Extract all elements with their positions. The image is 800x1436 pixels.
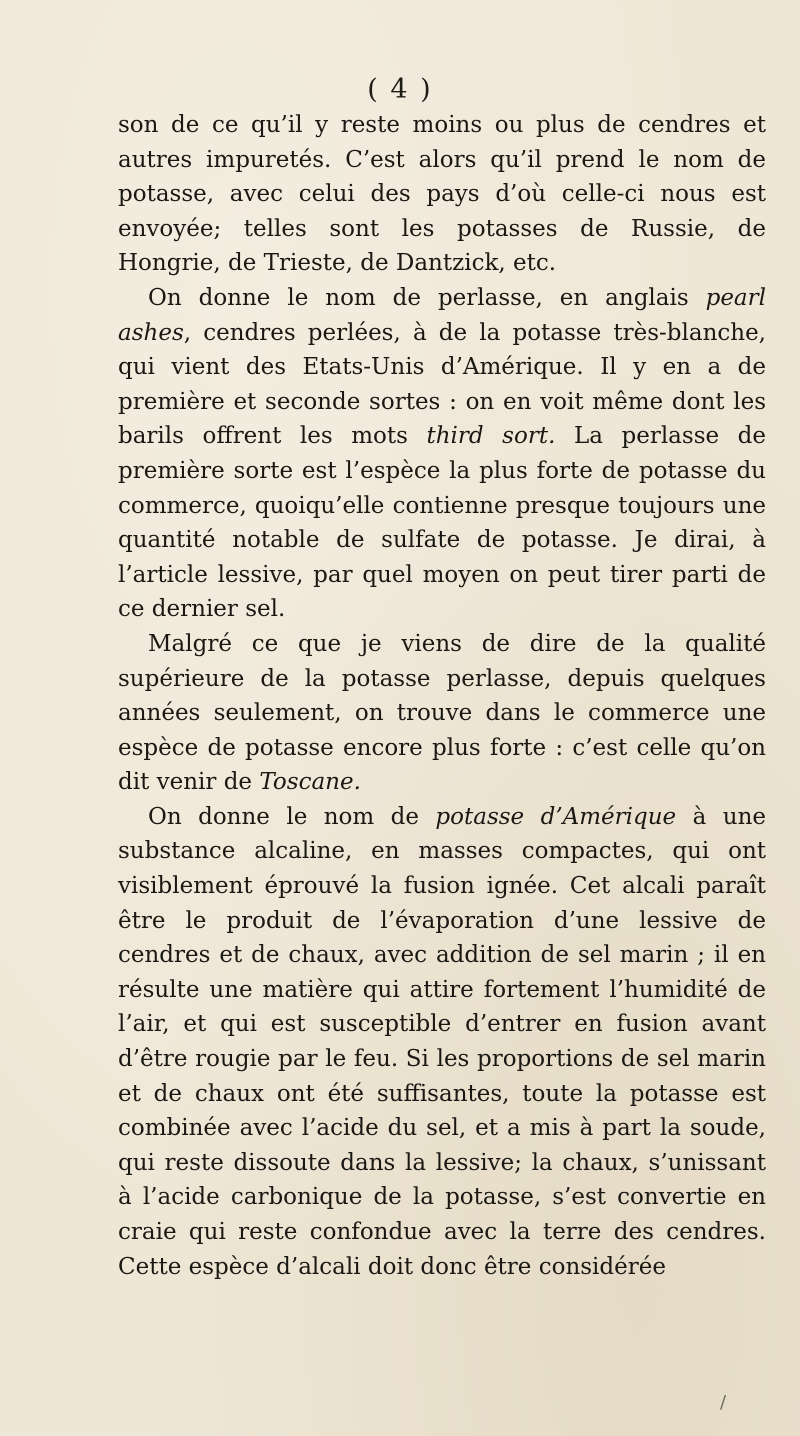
paragraph-2	[118, 281, 766, 627]
paragraph-3-text: Malgré ce que je viens de dire de la qualité supérieure de la potasse perlasse, depuis quelques années seulement, on trouve dans le commerce une espèce de potasse encore plus forte : c’est celle qu’on dit venir de	[118, 630, 766, 796]
paragraph-2-text-b: , cendres perlées, à de la potasse très-blanche, qui vient des Etats-Unis d’Amérique. Il y en a de première et seconde sortes : on en voit même dont les barils offrent les mots	[118, 319, 766, 450]
paragraph-4-text-b: à une substance alcaline, en masses compactes, qui ont visiblement éprouvé la fusion ignée. Cet alcali paraît être le produit de l’évaporation d’une lessive de cendres et de chaux, avec addition de sel marin ; il en résulte une matière qui attire fortement l’humidité de l’air, et qui est susceptible d’entrer en fusion avant d’être rougie par le feu. Si les proportions de sel marin et de chaux ont été suffisantes, toute la potasse est combinée avec l’acide du sel, et a mis à part la soude, qui reste dissoute dans la lessive; la chaux, s’unissant à l’acide carbonique de la potasse, s’est convertie en craie qui reste confondue avec la terre des cendres. Cette espèce d’alcali doit donc être considérée	[118, 803, 766, 1280]
stray-mark: /	[720, 1392, 727, 1413]
paragraph-4	[118, 800, 766, 1284]
paragraph-4-text-a: On donne le nom de	[148, 803, 436, 830]
paragraph-2-italic-pearl-ashes: pearl ashes	[118, 284, 766, 346]
paragraph-3-italic-toscane: Toscane.	[259, 769, 361, 796]
paragraph-2-text-a: On donne le nom de perlasse, en anglais	[148, 284, 706, 311]
paragraph-1	[118, 108, 766, 281]
paragraph-2-text-c: La perlasse de première sorte est l’espèce la plus forte de potasse du commerce, quoiqu’elle contienne presque toujours une quantité notable de sulfate de potasse. Je dirai, à l’article lessive, par quel moyen on peut tirer parti de ce dernier sel.	[118, 423, 766, 623]
page-number: ( 4 )	[367, 74, 433, 105]
body-text	[118, 108, 766, 1284]
paragraph-4-italic-potasse-amerique: potasse d’Amérique	[435, 803, 677, 830]
paragraph-2-italic-third-sort: third sort.	[426, 423, 556, 450]
paragraph-3	[118, 627, 766, 800]
paragraph-1-text: son de ce qu’il y reste moins ou plus de cendres et autres impuretés. C’est alors qu’il prend le nom de potasse, avec celui des pays d’où celle-ci nous est envoyée; telles sont les potasses de Russie, de Hongrie, de Trieste, de Dantzick, etc.	[118, 112, 766, 277]
